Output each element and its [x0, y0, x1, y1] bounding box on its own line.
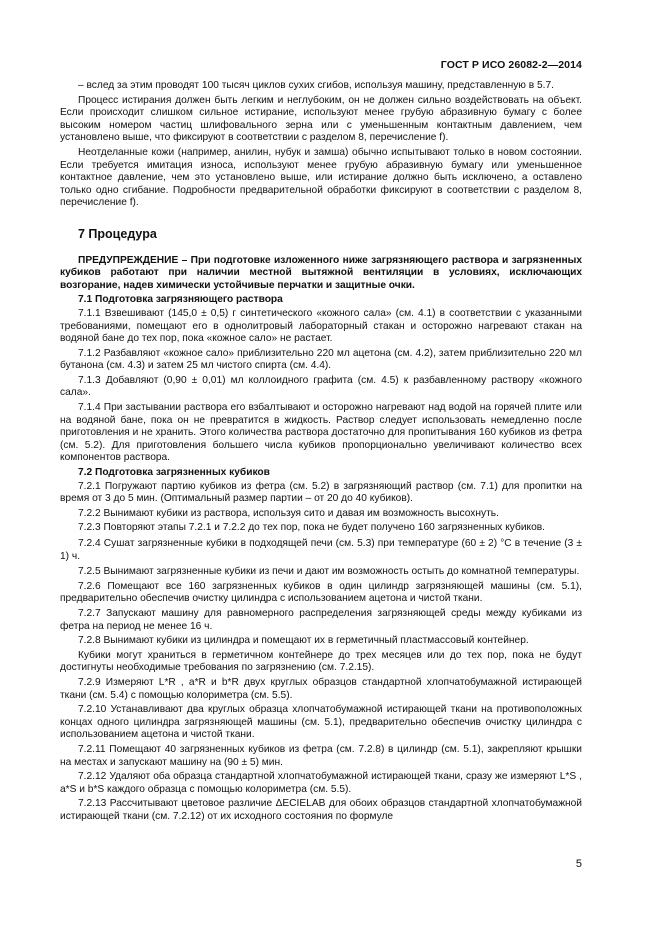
paragraph: 7.2.8 Вынимают кубики из цилиндра и помещают их в герметичный пластмассовый контейнер. — [78, 635, 529, 647]
paragraph: Процесс истирания должен быть легким и неглубоким, он не должен сильно воздействовать на объект. Если происходит слишком сильное истирание, используют менее грубую абразивную бумагу с более высоким номером частиц шлифовального зерна или с уменьшенным контактным давлением, чем установлено выше, что фиксируют в соответствии с разделом 8, перечисление f). — [60, 94, 582, 144]
paragraph: – вслед за этим проводят 100 тысяч циклов сухих сгибов, используя машину, представленную в 5.7. — [78, 80, 555, 91]
paragraph: 7.2.3 Повторяют этапы 7.2.1 и 7.2.2 до тех пор, пока не будет получено 160 загрязненных кубиков. — [78, 522, 545, 534]
paragraph: 7.2.9 Измеряют L*R , a*R и b*R двух круглых образцов стандартной хлопчатобумажной истирающей ткани (см. 5.4) с помощью колориметра (см. 5.5). — [60, 676, 582, 701]
paragraph: 7.2.2 Вынимают кубики из раствора, используя сито и давая им возможность высохнуть. — [78, 507, 499, 519]
document-body — [60, 80, 582, 825]
paragraph: 7.2.4 Сушат загрязненные кубики в подходящей печи (см. 5.3) при температуре (60 ± 2) °С в течение (3 ± 1) ч. — [60, 538, 582, 562]
paragraph: 7.2.10 Устанавливают два круглых образца хлопчатобумажной истирающей ткани на противоположных концах одного цилиндра загрязняющей машины (см. 5.1), предварительно обеспечив очистку цилиндра с использованием ацетона и чистой ткани. — [60, 704, 582, 741]
subsection-title-7-1: 7.1 Подготовка загрязняющего раствора — [78, 294, 283, 306]
paragraph: 7.1.2 Разбавляют «кожное сало» приблизительно 220 мл ацетона (см. 4.2), затем приблизительно 220 мл бутанона (см. 4.3) и затем 25 мл чистого спирта (см. 4.4). — [60, 347, 582, 372]
paragraph: Неотделанные кожи (например, анилин, нубук и замша) обычно испытывают только в новом состоянии. Если требуется имитация износа, используют менее грубую абразивную бумагу или уменьшенное контактное давление, чем это установлено выше, или истирание должно быть исключено, а оставлено только одно сгибание. Подробности предварительной обработки фиксируют в соответствии с разделом 8, перечисление f). — [60, 146, 582, 209]
paragraph: Кубики могут храниться в герметичном контейнере до трех месяцев или до тех пор, пока не будут достигнуты необходимые требования по загрязнению (см. 7.2.15). — [60, 649, 582, 674]
page-number: 5 — [575, 858, 582, 870]
paragraph: 7.2.11 Помещают 40 загрязненных кубиков из фетра (см. 7.2.8) в цилиндр (см. 5.1), закрепляют крышки на местах и запускают машину на (90 ± 5) мин. — [60, 743, 582, 768]
warning-paragraph: ПРЕДУПРЕЖДЕНИЕ – При подготовке изложенного ниже загрязняющего раствора и загрязненных кубиков работают при наличии местной вытяжной вентиляции в условиях, исключающих возгорание, надев химически устойчивые перчатки и защитные очки. — [60, 254, 582, 291]
paragraph: 7.2.7 Запускают машину для равномерного распределения загрязняющей среды между кубиками из фетра на период не менее 16 ч. — [60, 607, 582, 632]
paragraph: 7.1.3 Добавляют (0,90 ± 0,01) мл коллоидного графита (см. 4.5) к разбавленному раствору «кожного сала». — [60, 374, 582, 399]
paragraph: 7.2.12 Удаляют оба образца стандартной хлопчатобумажной истирающей ткани, сразу же измеряют L*S , a*S и b*S каждого образца с помощью колориметра (см. 5.5). — [60, 771, 582, 795]
paragraph: 7.2.5 Вынимают загрязненные кубики из печи и дают им возможность остыть до комнатной температуры. — [78, 566, 580, 578]
section-title: 7 Процедура — [78, 226, 157, 241]
paragraph: 7.2.6 Помещают все 160 загрязненных кубиков в один цилиндр загрязняющей машины (см. 5.1), предварительно обеспечив очистку цилиндра с использованием ацетона и чистой ткани. — [60, 580, 582, 605]
paragraph: 7.2.13 Рассчитывают цветовое различие ΔECIELAB для обоих образцов стандартной хлопчатобумажной истирающей ткани (см. 7.2.12) от их исходного состояния по формуле — [60, 798, 582, 822]
document-header: ГОСТ Р ИСО 26082-2—2014 — [440, 59, 582, 71]
subsection-title-7-2: 7.2 Подготовка загрязненных кубиков — [78, 467, 270, 479]
paragraph: 7.1.4 При застывании раствора его взбалтывают и осторожно нагревают над водой на горячей плите или на водяной бане, пока он не превратится в жидкость. Раствор следует использовать немедленно после приготовления и не хранить. Этого количества раствора достаточно для пропитывания 160 кубиков из фетра (см. 5.2). Для приготовления большего числа кубиков пропорционально увеличивают количество всех компонентов раствора. — [60, 402, 582, 464]
paragraph: 7.2.1 Погружают партию кубиков из фетра (см. 5.2) в загрязняющий раствор (см. 7.1) для пропитки на время от 3 до 5 мин. (Оптимальный размер партии – от 20 до 40 кубиков). — [60, 480, 582, 505]
paragraph: 7.1.1 Взвешивают (145,0 ± 0,5) г синтетического «кожного сала» (см. 4.1) в соответствии с указанными требованиями, помещают его в однолитровый лабораторный стакан и осторожно нагревают стакан на водяной бане до тех пор, пока «кожное сало» не растает. — [60, 307, 582, 345]
